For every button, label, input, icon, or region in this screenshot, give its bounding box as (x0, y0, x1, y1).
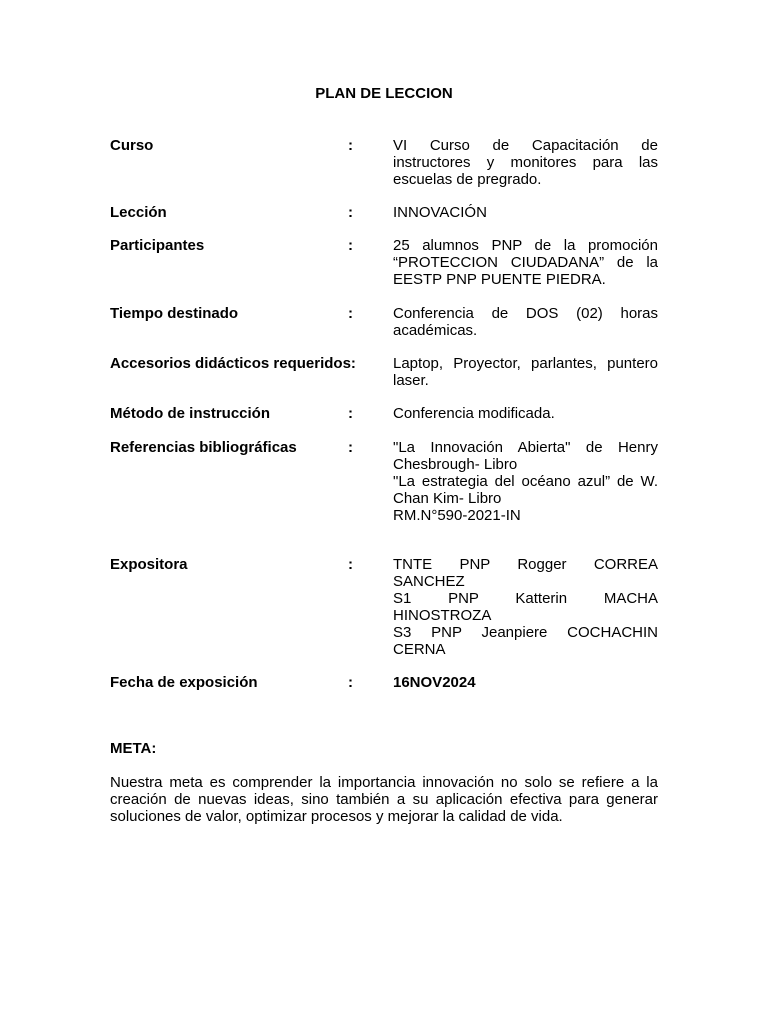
presenter-item: TNTE PNP Rogger CORREA SANCHEZ (393, 556, 658, 590)
value-leccion: INNOVACIÓN (393, 204, 487, 221)
colon: : (348, 674, 353, 691)
colon: : (348, 556, 353, 573)
reference-item: "La estrategia del océano azul” de W. Chan Kim- Libro (393, 473, 658, 507)
value-metodo: Conferencia modificada. (393, 405, 555, 422)
colon: : (348, 405, 353, 422)
label-metodo: Método de instrucción (110, 405, 271, 422)
value-participantes: 25 alumnos PNP de la promoción “PROTECCION CIUDADANA” de la EESTP PNP PUENTE PIEDRA. (393, 237, 658, 288)
reference-item: RM.N°590-2021-IN (393, 507, 521, 524)
meta-heading: META: (110, 740, 157, 757)
meta-paragraph: Nuestra meta es comprender la importancia innovación no solo se refiere a la creación de nuevas ideas, sino también a su aplicación efectiva para generar soluciones de valor, optimizar procesos y mejorar la calidad de vida. (110, 774, 658, 825)
colon: : (348, 237, 353, 254)
value-expositora (393, 556, 658, 658)
colon: : (348, 305, 353, 322)
reference-item: "La Innovación Abierta" de Henry Chesbrough- Libro (393, 439, 658, 473)
label-leccion: Lección (110, 204, 167, 221)
document-title: PLAN DE LECCION (315, 85, 453, 102)
value-accesorios: Laptop, Proyector, parlantes, puntero laser. (393, 355, 658, 389)
value-fecha: 16NOV2024 (393, 674, 476, 691)
label-accesorios: Accesorios didácticos requeridos: (110, 355, 356, 372)
label-curso: Curso (110, 137, 154, 154)
presenter-item: S3 PNP Jeanpiere COCHACHIN CERNA (393, 624, 658, 658)
label-referencias: Referencias bibliográficas (110, 439, 297, 456)
value-tiempo: Conferencia de DOS (02) horas académicas. (393, 305, 658, 339)
label-tiempo: Tiempo destinado (110, 305, 239, 322)
colon: : (348, 439, 353, 456)
presenter-item: S1 PNP Katterin MACHA HINOSTROZA (393, 590, 658, 624)
label-expositora: Expositora (110, 556, 188, 573)
label-participantes: Participantes (110, 237, 205, 254)
value-referencias (393, 439, 658, 524)
colon: : (348, 137, 353, 154)
value-curso: VI Curso de Capacitación de instructores y monitores para las escuelas de pregrado. (393, 137, 658, 188)
colon: : (348, 204, 353, 221)
label-fecha: Fecha de exposición (110, 674, 258, 691)
